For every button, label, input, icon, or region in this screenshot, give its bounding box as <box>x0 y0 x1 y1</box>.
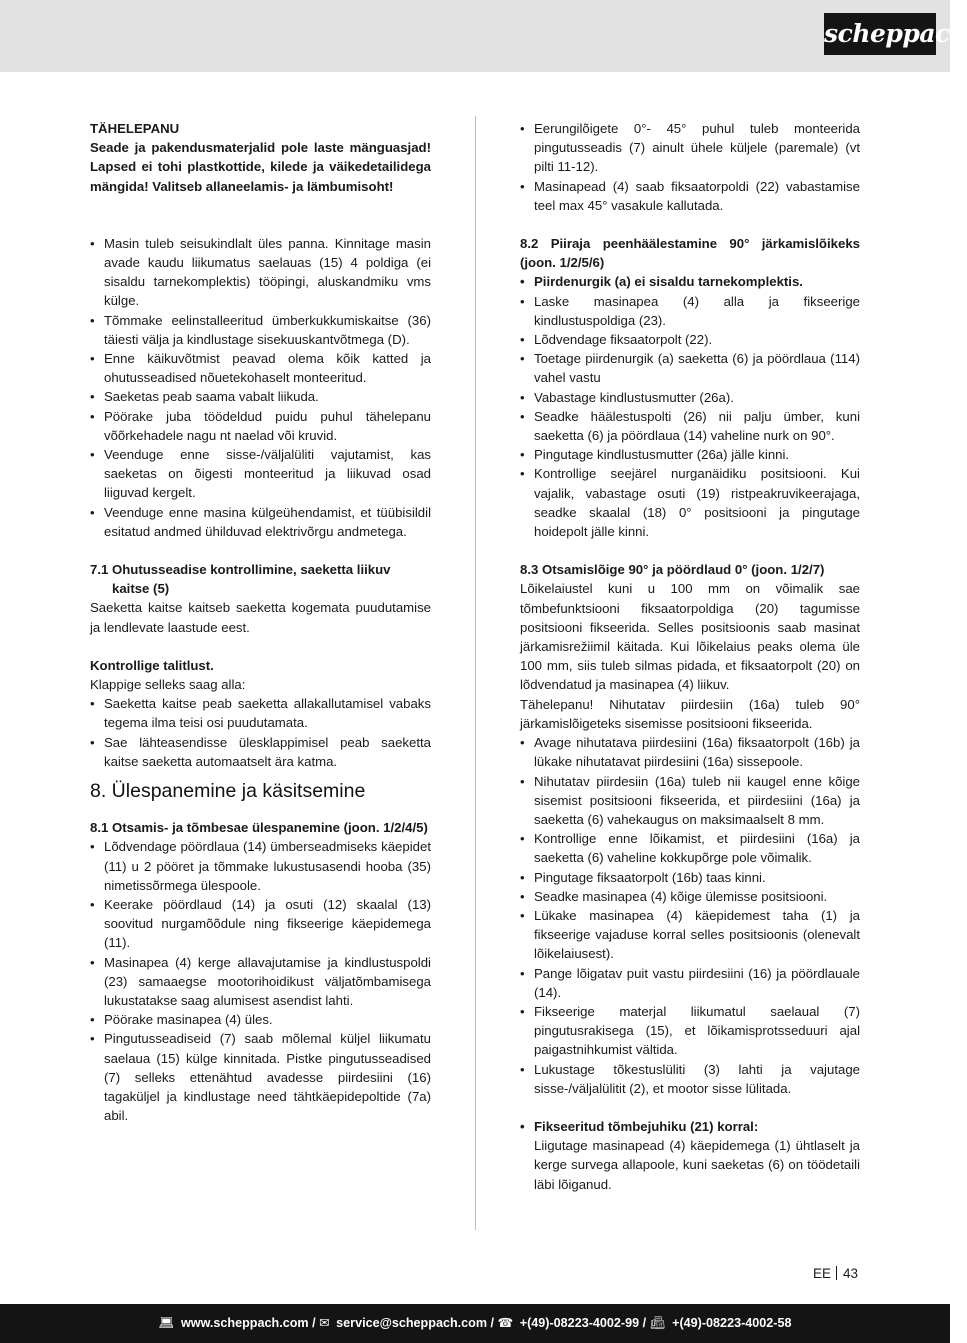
list-item: • Toetage piirdenurgik (a) saeketta (6) ja pöördlaua (114) vahel vastu <box>520 349 860 387</box>
section-7-1-title: 7.1 Ohutusseadise kontrollimine, saeketta liikuv kaitse (5) <box>90 562 391 597</box>
list-item: • Fikseeritud tõmbejuhiku (21) korral: <box>520 1117 860 1136</box>
footer-website[interactable]: www.scheppach.com / <box>180 1316 316 1330</box>
email-icon: ✉︎ <box>319 1316 330 1330</box>
list-item: • Keerake pöördlaud (14) ja osuti (12) skaalal (13) soovitud nurgamõõdule ning fikseerige käepidemega (11). <box>90 895 431 953</box>
list-item: • Fikseerige materjal liikumatul saelaual (7) pingutusrakisega (15), et lõikamisprotsseduuri ajal paigastnihkumist vältida. <box>520 1002 860 1060</box>
list-item: • Masinapea (4) kerge allavajutamise ja kindlustuspoldi (23) samaaegse mootorihoidikust väljatõmbamisega lukustatakse saag alumisest asendist lahti. <box>90 953 431 1011</box>
section-8-3-note: Tähelepanu! Nihutatav piirdesiin (16a) tuleb 90° järkamislõigeteks sisemisse positsiooni fikseerida. <box>520 696 860 731</box>
right-column <box>520 119 860 1194</box>
computer-icon: 💻︎ <box>158 1316 175 1330</box>
list-item: • Laske masinapea (4) alla ja fikseerige kindlustuspoldiga (23). <box>520 292 860 330</box>
list-item: • Pöörake masinapea (4) üles. <box>90 1010 431 1029</box>
list-item: • Piirdenurgik (a) ei sisaldu tarnekomplektis. <box>520 272 860 291</box>
chapter-8-heading: 8. Ülespanemine ja käsitsemine <box>90 780 366 803</box>
list-item: • Vabastage kindlustusmutter (26a). <box>520 388 860 407</box>
section-8-1-bullets <box>90 837 431 1125</box>
page-number <box>813 1265 858 1283</box>
list-item: • Pange lõigatav puit vastu piirdesiini (16) ja pöördlauale (14). <box>520 964 860 1002</box>
list-item: • Sae lähteasendisse ülesklappimisel peab saeketta kaitse saeketta automaatselt ära katma. <box>90 733 431 771</box>
list-item: • Lükake masinapea (4) käepidemest taha (1) ja fikseerige vajaduse korral selles positsioonis (olenevalt lõikelaiusest). <box>520 906 860 964</box>
list-item: • Veenduge enne masina külgeühendamist, et tüübisildil esitatud andmed ühilduvad elektrivõrgu andmetega. <box>90 503 431 541</box>
list-item: • Lukustage tõkestuslüliti (3) lahti ja vajutage sisse-/väljalülitit (2), et mootor sisse lülitada. <box>520 1060 860 1098</box>
list-item: • Tõmmake eelinstalleeritud ümberkukkumiskaitse (36) täiesti välja ja kindlustage sisekuuskantvõtmega (D). <box>90 311 431 349</box>
fixed-guide-bullets <box>520 1117 860 1136</box>
footer-fax: +(49)-08223-4002-58 <box>672 1316 792 1330</box>
warning-title: TÄHELEPANU <box>90 121 180 136</box>
list-item: • Avage nihutatava piirdesiini (16a) fiksaatorpolt (16b) ja lükake nihutatavat piirdesiini (16a) sissepoole. <box>520 733 860 771</box>
list-item: • Masinapead (4) saab fiksaatorpoldi (22) vabastamise teel max 45° vasakule kallutada. <box>520 177 860 215</box>
brand-logo: scheppach <box>824 13 936 55</box>
list-item: • Pingutusseadiseid (7) saab mõlemal küljel liikumatu saelaua (15) külge kinnitada. Pistke pingutusseadised (7) selleks ettenähtud avadesse piirdesiini (16) tagaküljel ja kindlustage need tähtkäepidepoltide (7a) abil. <box>90 1029 431 1125</box>
list-item: • Kontrollige enne lõikamist, et piirdesiini (16a) ja saeketta (6) vaheline kokkupõrge pole võimalik. <box>520 829 860 867</box>
setup-bullets <box>90 234 431 541</box>
fixed-guide-text: Liigutage masinapead (4) käepidemega (1) ühtlaselt ja kerge survega allapoole, kuni saeketas (6) on töödetaili läbi lõiganud. <box>534 1138 860 1192</box>
left-column <box>90 119 431 1125</box>
list-item: • Seadke häälestuspolti (26) nii palju ümber, kuni saeketta (6) ja pöördlaua (14) vaheline nurk on 90°. <box>520 407 860 445</box>
list-item: • Lõdvendage pöördlaua (14) ümberseadmiseks käepidet (11) u 2 pööret ja tõmmake lukustusasendi hooba (35) nimetissõrmega ülespoole. <box>90 837 431 895</box>
page-number-value: 43 <box>843 1266 859 1281</box>
section-8-2-bullets <box>520 272 860 541</box>
list-item: • Nihutatav piirdesiin (16a) tuleb nii kaugel enne kõige sisemist positsiooni fikseerida, et piirdesiini (16a) ja saeketta (6) vahekaugus on maksimaalselt 8 mm. <box>520 772 860 830</box>
check-intro: Klappige selleks saag alla: <box>90 677 246 693</box>
list-item: • Eerungilõigete 0°- 45° puhul tuleb monteerida pingutusseadis (7) ainult ühele küljele (paremale) (vt pilti 11-12). <box>520 119 860 177</box>
top-bar <box>0 0 967 72</box>
list-item: • Masin tuleb seisukindlalt üles panna. Kinnitage masin avade kaudu liikumatus saelauas (15) 4 poldiga (ei sisaldu tarnekomplektis) tööpingi, aluskandmiku vms külge. <box>90 234 431 311</box>
page-language: EE <box>813 1266 832 1281</box>
miter-bullets <box>520 119 860 215</box>
section-8-3-bullets <box>520 733 860 1098</box>
list-item: • Enne käikuvõtmist peavad olema kõik katted ja ohutusseadised nõuetekohaselt monteeritud. <box>90 349 431 387</box>
phone-icon: ☎︎ <box>497 1316 514 1330</box>
check-title: Kontrollige talitlust. <box>90 657 214 673</box>
section-8-2-title: 8.2 Piiraja peenhäälestamine 90° järkamislõikeks (joon. 1/2/5/6) <box>520 236 860 271</box>
warning-text: Seade ja pakendusmaterjalid pole laste mänguasjad! Lapsed ei tohi plastkottide, kilede ja väikedetailidega mängida! Valitseb allaneelamis- ja lämbumisoht! <box>90 140 431 194</box>
column-divider <box>475 116 476 1230</box>
fax-icon: 📠︎ <box>649 1316 666 1330</box>
list-item: • Veenduge enne sisse-/väljalüliti vajutamist, kas saeketas on õigesti monteeritud ja liikuvad osad liiguvad kergelt. <box>90 445 431 503</box>
footer-email[interactable]: service@scheppach.com / <box>336 1316 495 1330</box>
list-item: • Lõdvendage fiksaatorpolt (22). <box>520 330 860 349</box>
section-8-1-title: 8.1 Otsamis- ja tõmbesae ülespanemine (joon. 1/2/4/5) <box>90 820 428 836</box>
section-8-3-title: 8.3 Otsamislõige 90° ja pöördlaud 0° (joon. 1/2/7) <box>520 562 825 578</box>
section-7-1-text: Saeketta kaitse kaitseb saeketta kogemata puudutamise ja lendlevate laastude eest. <box>90 600 431 635</box>
list-item: • Saeketas peab saama vabalt liikuda. <box>90 387 431 406</box>
list-item: • Pingutage fiksaatorpolt (16b) taas kinni. <box>520 868 860 887</box>
list-item: • Kontrollige seejärel nurganäidiku positsiooni. Kui vajalik, vabastage osuti (19) ristpeakruvikeerajaga, seadke skaalal (18) 0° positsiooni ja pingutage hoidepolt jälle kinni. <box>520 464 860 541</box>
footer-phone: +(49)-08223-4002-99 / <box>519 1316 647 1330</box>
list-item: • Pingutage kindlustusmutter (26a) jälle kinni. <box>520 445 860 464</box>
list-item: • Seadke masinapea (4) kõige ülemisse positsiooni. <box>520 887 860 906</box>
check-bullets <box>90 694 431 771</box>
section-8-3-text: Lõikelaiustel kuni u 100 mm on võimalik sae tõmbefunktsiooni fiksaatorpoldiga (20) tagumisse positsiooni fikseerida. Selles positsioonis saab masinat järkamisrežiimil käitada. Kui lõikelaius peaks olema üle 100 mm, siis tuleb silmas pidada, et fiksaatorpolt (20) on lõdvendatud ja masinapea (4) liikuv. <box>520 581 860 693</box>
page-number-separator <box>836 1266 837 1280</box>
footer-bar <box>0 1304 950 1343</box>
list-item: • Pöörake juba töödeldud puidu puhul tähelepanu võõrkehadele nagu nt naelad või kruvid. <box>90 407 431 445</box>
list-item: • Saeketta kaitse peab saeketta allakallutamisel vabaks tegema ilma teisi osi puudutamata. <box>90 694 431 732</box>
